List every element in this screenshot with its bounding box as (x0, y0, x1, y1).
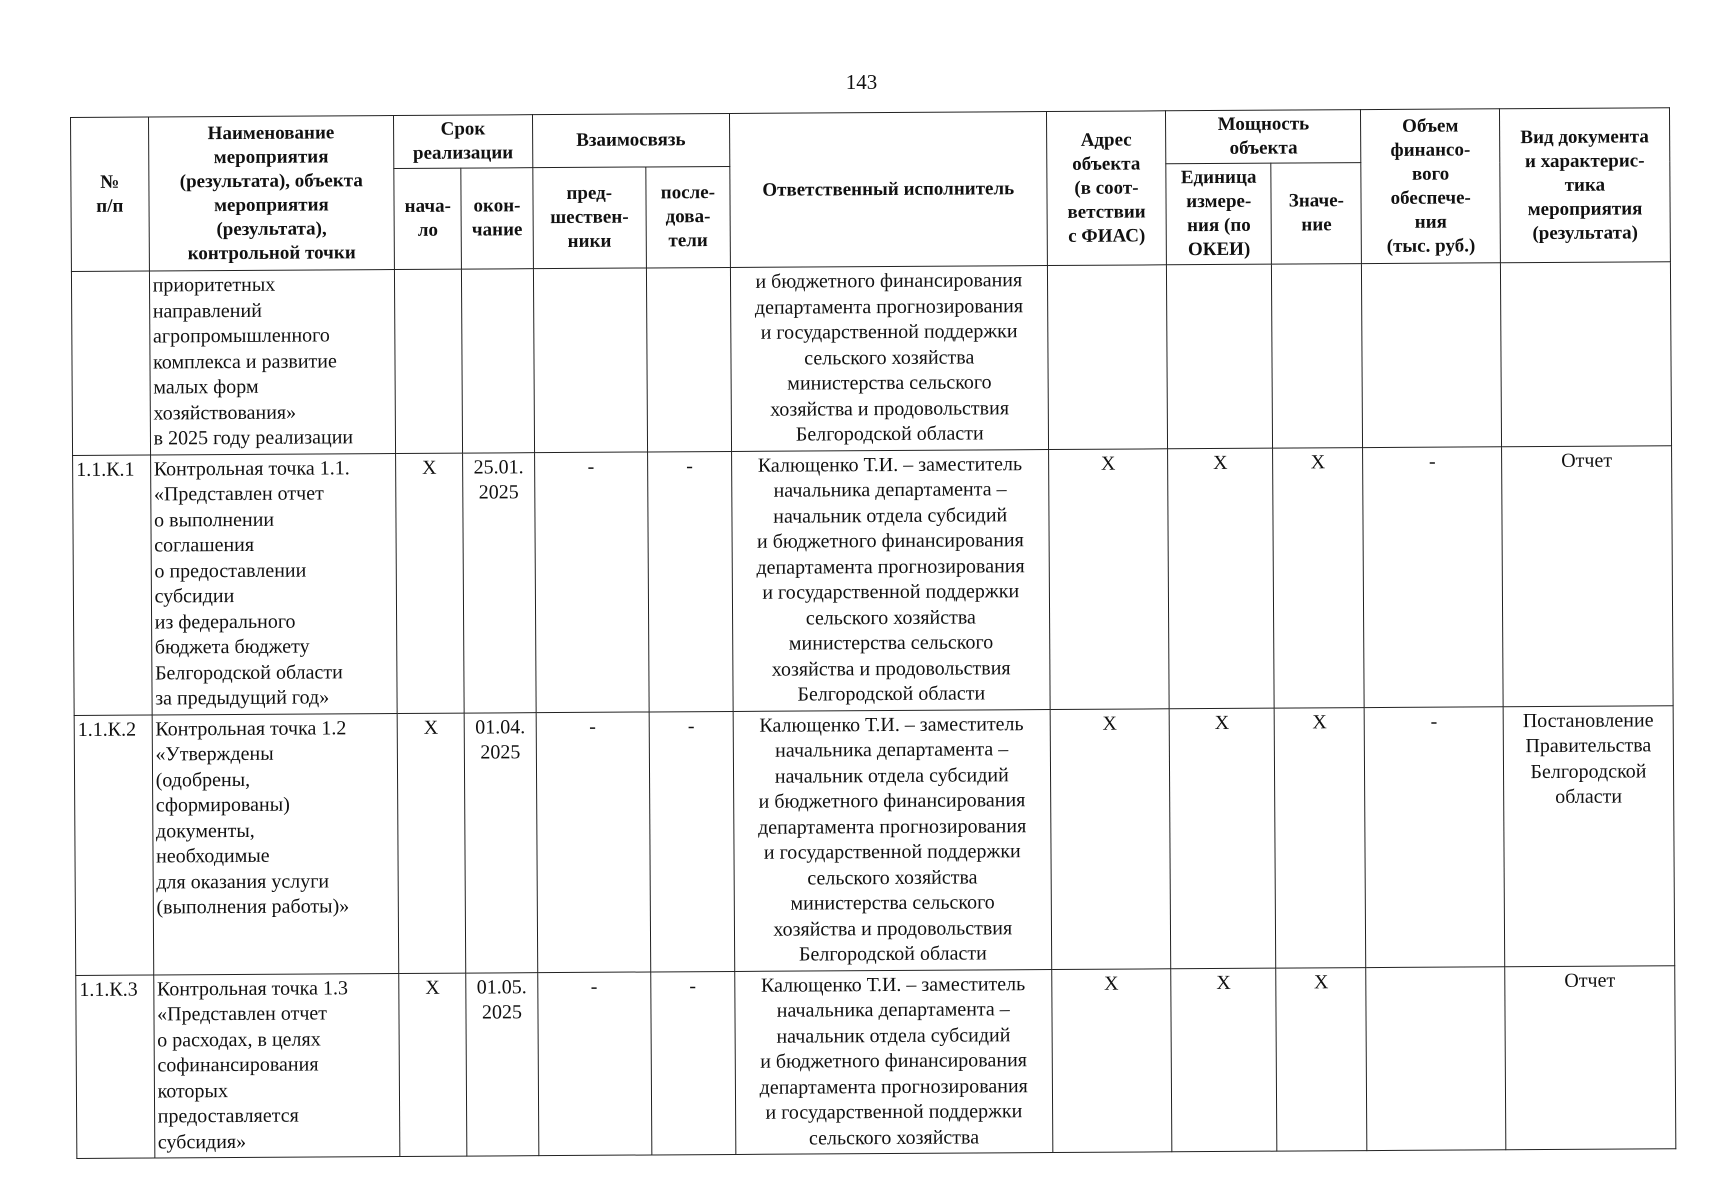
row-next (646, 267, 731, 451)
row-num: 1.1.К.2 (74, 715, 153, 975)
row-start: X (399, 973, 467, 1157)
row-doc (1500, 262, 1671, 447)
table-row (76, 965, 1676, 1158)
header-address: Адрес объекта (в соот- ветствии с ФИАС) (1046, 111, 1167, 266)
row-value: X (1274, 707, 1366, 968)
row-name: Контрольная точка 1.1. «Представлен отчет о выполнении соглашения о предоставлении субсидии из федерального бюджета бюджету Белгородской области за предыдущий год» (150, 453, 397, 714)
table-row (71, 262, 1671, 455)
row-address: X (1048, 448, 1169, 709)
row-name: приоритетных направлений агропромышленного комплекса и развитие малых форм хозяйствования» в 2025 году реализации (149, 270, 396, 455)
row-responsible: Калющенко Т.И. – заместитель начальника департамента – начальник отдела субсидий и бюджетного финансирования департамента прогнозирования и государственной поддержки сельского хозяйства министерства сельского хозяйства и продовольствия Белгородской области (731, 449, 1049, 711)
row-finance (1366, 966, 1506, 1150)
row-num: 1.1.К.3 (76, 975, 155, 1159)
row-end (462, 269, 534, 453)
header-value: Значе- ние (1271, 163, 1362, 265)
row-doc: Отчет (1505, 965, 1676, 1150)
row-num (71, 271, 150, 455)
row-responsible: Калющенко Т.И. – заместитель начальника департамента – начальник отдела субсидий и бюджетного финансирования департамента прогнозирования и государственной поддержки сельского хозяйства (735, 969, 1053, 1154)
row-name: Контрольная точка 1.2 «Утверждены (одобрены, сформированы) документы, необходимые для оказания услуги (выполнения работы)» (152, 713, 399, 974)
page-number: 143 (845, 70, 878, 94)
row-prev (533, 268, 647, 452)
header-responsible: Ответственный исполнитель (729, 112, 1047, 268)
header-link-next: после- дова- тели (646, 166, 731, 268)
row-doc: Отчет (1501, 445, 1673, 706)
header-link-prev: пред- шествен- ники (532, 167, 646, 269)
row-finance (1362, 263, 1502, 447)
row-address (1047, 265, 1168, 449)
row-finance: - (1365, 706, 1505, 967)
header-unit: Единица измере- ния (по ОКЕИ) (1166, 163, 1272, 265)
row-num: 1.1.К.1 (73, 455, 152, 715)
row-address: X (1051, 968, 1172, 1152)
row-unit (1167, 264, 1273, 448)
row-unit: X (1168, 448, 1274, 709)
row-end: 01.05. 2025 (466, 972, 538, 1156)
events-table (70, 107, 1676, 1159)
row-address: X (1050, 708, 1171, 969)
row-next: - (651, 971, 736, 1155)
header-doc-type: Вид документа и характерис- тика мероприятия (результата) (1499, 108, 1670, 263)
row-finance: - (1363, 446, 1503, 707)
header-term: Срок реализации (394, 115, 533, 169)
row-value: X (1276, 967, 1367, 1151)
row-value (1272, 264, 1363, 448)
row-next: - (649, 711, 735, 972)
header-link: Взаимосвязь (532, 113, 730, 167)
row-start: X (397, 713, 466, 973)
row-unit: X (1171, 968, 1277, 1152)
table-row (73, 445, 1674, 715)
header-term-end: окон- чание (461, 168, 533, 269)
header-name: Наименование мероприятия (результата), объекта мероприятия (результата), контрольной точки (148, 116, 394, 271)
row-prev: - (537, 971, 651, 1155)
row-doc: Постановление Правительства Белгородской области (1503, 705, 1675, 966)
header-term-start: нача- ло (394, 168, 462, 269)
header-num: № п/п (71, 117, 150, 271)
row-prev: - (536, 711, 651, 972)
header-capacity: Мощность объекта (1166, 110, 1361, 164)
row-end: 01.04. 2025 (464, 712, 537, 972)
row-end: 25.01. 2025 (463, 452, 536, 712)
header-finance: Объем финансо- вого обеспече- ния (тыс. руб.) (1361, 109, 1500, 264)
header-row-1 (71, 108, 1670, 171)
row-responsible: и бюджетного финансирования департамента прогнозирования и государственной поддержки сельского хозяйства министерства сельского хозяйства и продовольствия Белгородской области (730, 266, 1048, 451)
row-next: - (647, 451, 733, 712)
row-responsible: Калющенко Т.И. – заместитель начальника департамента – начальник отдела субсидий и бюджетного финансирования департамента прогнозирования и государственной поддержки сельского хозяйства министерства сельского хозяйства и продовольствия Белгородской области (733, 709, 1051, 971)
row-prev: - (534, 451, 649, 712)
row-start: X (396, 453, 465, 713)
row-name: Контрольная точка 1.3 «Представлен отчет о расходах, в целях софинансирования которых предоставляется субсидия» (153, 973, 400, 1158)
table-row (74, 705, 1675, 975)
row-value: X (1273, 447, 1365, 708)
row-unit: X (1169, 708, 1275, 969)
row-start (395, 269, 463, 453)
